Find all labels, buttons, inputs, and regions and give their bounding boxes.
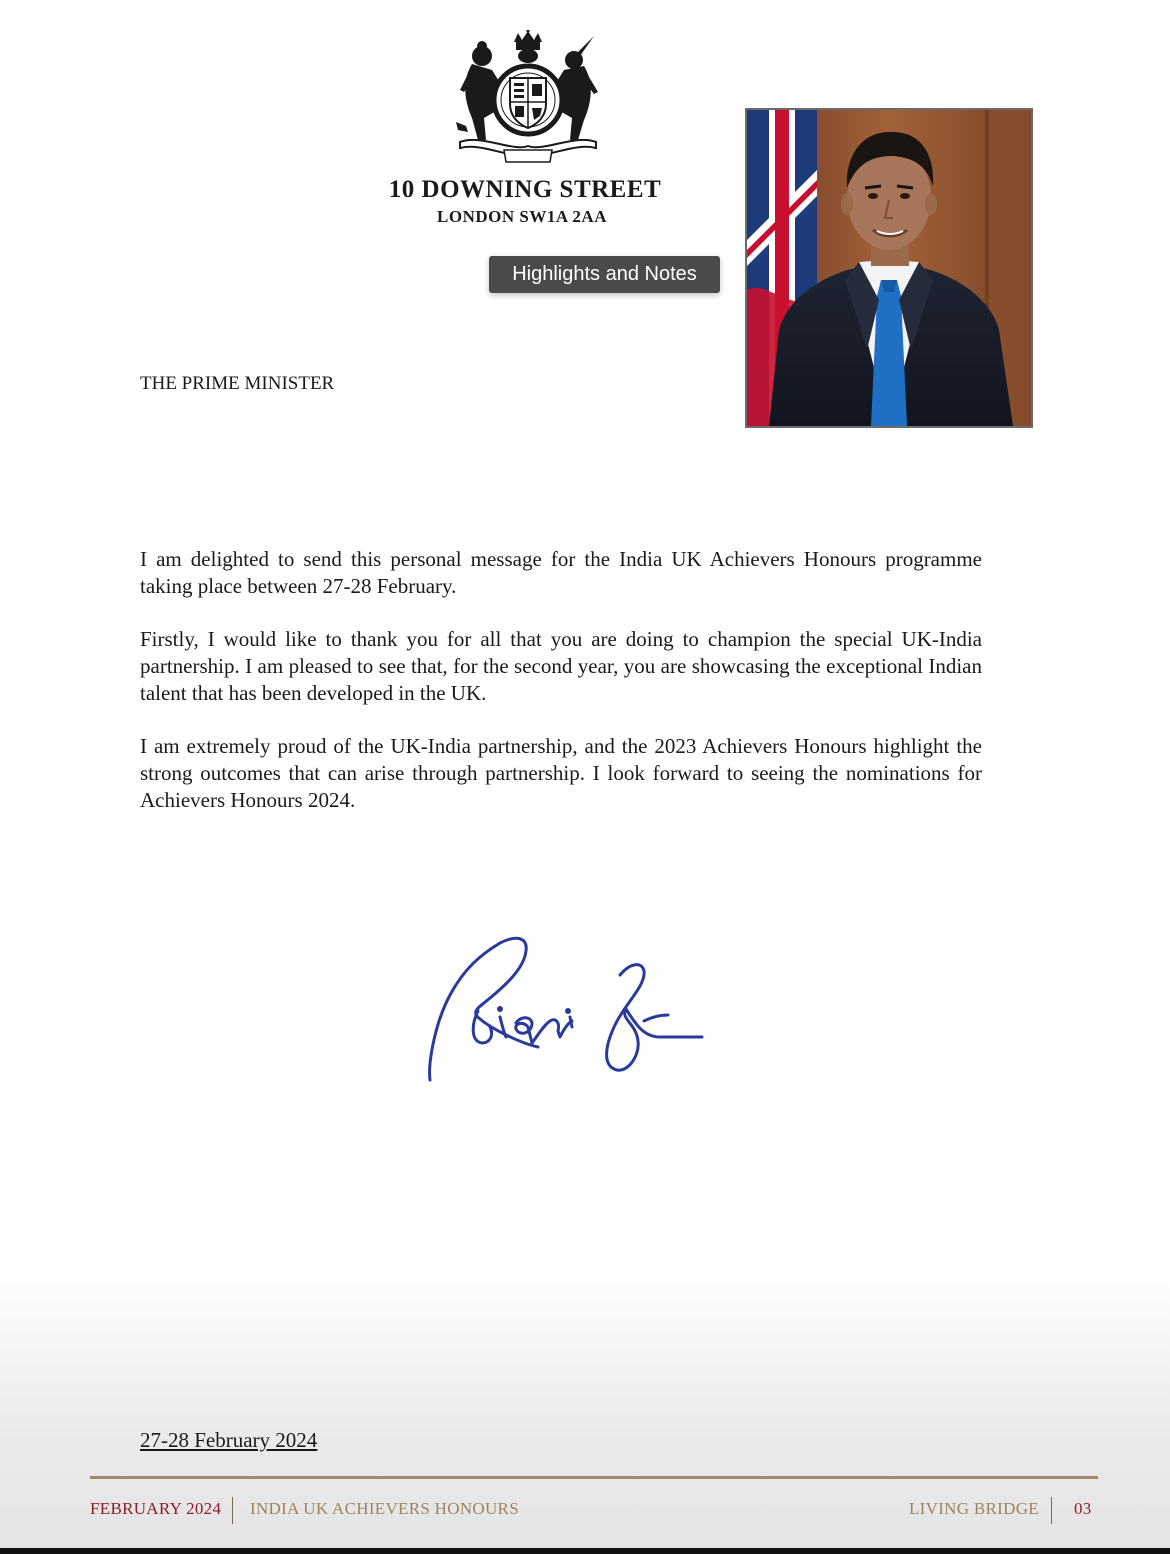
bottom-edge bbox=[0, 1548, 1170, 1554]
address-postcode: LONDON SW1A 2AA bbox=[437, 207, 607, 226]
footer-month: FEBRUARY 2024 bbox=[90, 1499, 222, 1518]
sender-label: THE PRIME MINISTER bbox=[140, 373, 335, 394]
letter-body bbox=[140, 546, 982, 840]
letter-paragraph: Firstly, I would like to thank you for all that you are doing to champion the special UK-India partnership. I am pleased to see that, for the second year, you are showcasing the exceptional Indian talent that has been developed in the UK. bbox=[140, 627, 982, 705]
tooltip-text: Highlights and Notes bbox=[512, 263, 697, 285]
page-number: 03 bbox=[1074, 1499, 1092, 1518]
address-street: 10 DOWNING STREET bbox=[388, 176, 662, 203]
letter-date: 27-28 February 2024 bbox=[140, 1428, 318, 1452]
footer-event-title: INDIA UK ACHIEVERS HONOURS bbox=[250, 1499, 519, 1518]
letter-paragraph: I am delighted to send this personal message for the India UK Achievers Honours programme taking place between 27-28 February. bbox=[140, 547, 982, 598]
footer-divider bbox=[90, 1476, 1098, 1479]
portrait-photo-icon bbox=[745, 108, 1033, 428]
footer-brand: LIVING BRIDGE bbox=[909, 1499, 1039, 1518]
highlights-notes-tooltip bbox=[489, 256, 720, 293]
footer-separator bbox=[1051, 1497, 1052, 1524]
footer-separator bbox=[232, 1497, 233, 1524]
handwritten-signature-icon bbox=[420, 925, 715, 1090]
royal-crest-icon bbox=[452, 30, 604, 164]
letter-paragraph: I am extremely proud of the UK-India partnership, and the 2023 Achievers Honours highlight the strong outcomes that can arise through partnership. I look forward to seeing the nominations for Achievers Honours 2024. bbox=[140, 734, 982, 812]
